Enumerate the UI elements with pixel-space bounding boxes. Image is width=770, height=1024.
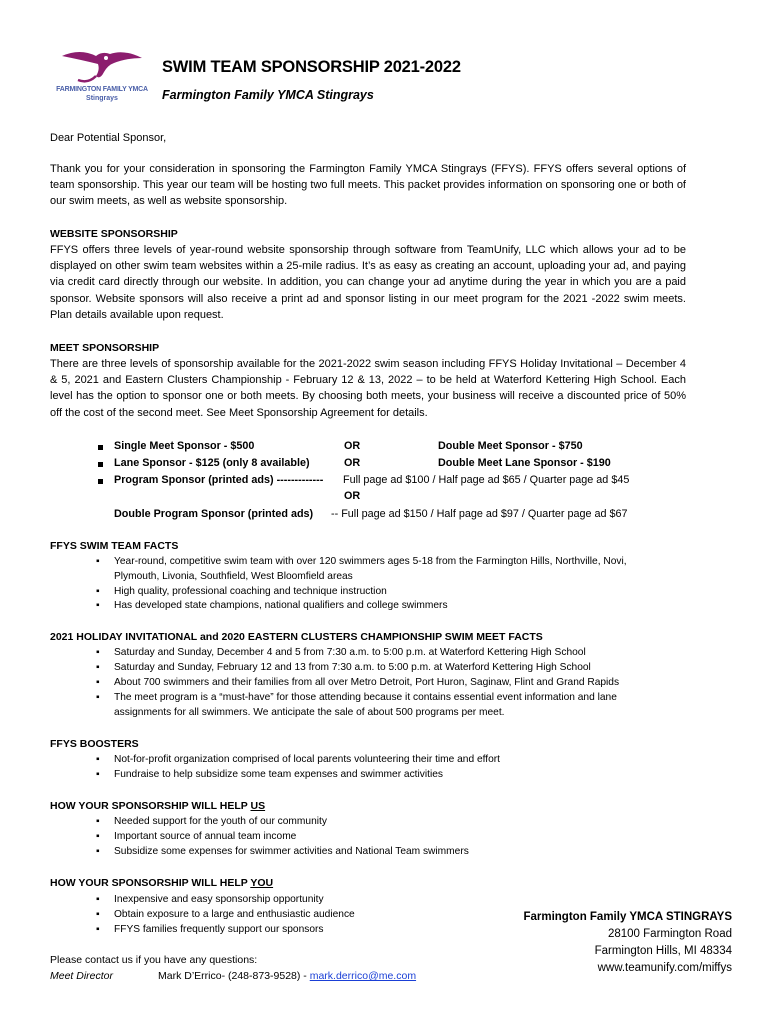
- contact-street: 28100 Farmington Road: [607, 928, 732, 940]
- page-title: SWIM TEAM SPONSORSHIP 2021-2022: [162, 58, 461, 76]
- bullet-square: [98, 462, 103, 467]
- holiday-heading: 2021 HOLIDAY INVITATIONAL and 2020 EASTERN CLUSTERS CHAMPIONSHIP SWIM MEET FACTS: [50, 631, 543, 643]
- or-label: OR: [344, 490, 361, 502]
- meet-heading: MEET SPONSORSHIP: [50, 342, 160, 354]
- double-program-option: Double Program Sponsor (printed ads): [114, 508, 314, 520]
- website-heading: WEBSITE SPONSORSHIP: [50, 228, 178, 240]
- program-prices: Full page ad $100 / Half page ad $65 / Quarter page ad $45: [343, 474, 630, 486]
- director-email-link[interactable]: mark.derrico@me.com: [309, 970, 417, 982]
- meet-director-label: Meet Director: [50, 970, 114, 982]
- help-us-heading: HOW YOUR SPONSORSHIP WILL HELP US: [50, 800, 266, 812]
- contact-block: [523, 909, 732, 977]
- help-you-heading: HOW YOUR SPONSORSHIP WILL HELP YOU: [50, 877, 274, 889]
- logo-text-line2: Stingrays: [86, 95, 118, 102]
- meet-paragraph: There are three levels of sponsorship available for the 2021-2022 swim season including FFYS Holiday Invitational – December 4 & 5, 2021 and Eastern Clusters Championship - February 12 & 13, 2022 – to be held at Waterford Kettering High School. Each level has the option to sponsor one or both meets. By choosing both meets, your business will receive a discounted price of 50% off the cost of the second meet. See Meet Sponsorship Agreement for details.: [50, 358, 686, 419]
- contact-question: Please contact us if you have any questions:: [50, 954, 258, 966]
- contact-org: Farmington Family YMCA STINGRAYS: [523, 911, 732, 923]
- boosters-heading: FFYS BOOSTERS: [50, 738, 139, 750]
- intro-paragraph: Thank you for your consideration in sponsoring the Farmington Family YMCA Stingrays (FFYS). FFYS offers several options of team sponsorship. This year our team will be hosting two full meets. This packet provides information on sponsoring one or both of our swim meets, as well as website sponsorship.: [50, 163, 686, 208]
- contact-city: Farmington Hills, MI 48334: [594, 945, 732, 957]
- greeting: Dear Potential Sponsor,: [50, 132, 167, 144]
- stingray-icon: [60, 46, 144, 86]
- page-subtitle: Farmington Family YMCA Stingrays: [162, 88, 374, 102]
- bullet-square: [98, 445, 103, 450]
- lane-option: Lane Sponsor - $125 (only 8 available): [114, 457, 310, 469]
- facts-heading: FFYS SWIM TEAM FACTS: [50, 540, 179, 552]
- or-label: OR: [344, 457, 361, 469]
- program-option: Program Sponsor (printed ads) -------------: [114, 474, 324, 486]
- double-program-prices: -- Full page ad $150 / Half page ad $97 / Quarter page ad $67: [331, 508, 628, 520]
- contact-website[interactable]: www.teamunify.com/miffys: [597, 962, 732, 974]
- website-paragraph: FFYS offers three levels of year-round website sponsorship through software from TeamUnify, LLC which allows your ad to be displayed on other swim team websites within a 25-mile radius. It’s as easy as creating an account, uploading your ad, and paying via credit card directly through our website. In addition, you can change your ad anytime during the year in which you are a paid sponsor. Website sponsors will also receive a print ad and sponsor listing in our meet program for the 2021 -2022 swim meets. Plan details available upon request.: [50, 244, 686, 321]
- director-contact: Mark D’Errico- (248-873-9528) - mark.derrico@me.com: [158, 970, 417, 982]
- double-meet-option: Double Meet Sponsor - $750: [438, 440, 583, 452]
- stingrays-logo: [52, 46, 152, 108]
- double-lane-option: Double Meet Lane Sponsor - $190: [438, 457, 611, 469]
- or-label: OR: [344, 440, 361, 452]
- document-page: FARMINGTON FAMILY YMCA Stingrays SWIM TEAM SPONSORSHIP 2021-2022 Farmington Family YMCA Stingrays Dear Potential Sponsor, Thank you for your consideration in sponsoring the Farmington Family YMCA Stingrays (FFYS). FFYS offers several options of team sponsorship. This year our team will be hosting two full meets. This packet provides information on sponsoring one or both of our swim meets, as well as website sponsorship. WEBSITE SPONSORSHIP FFYS offers three levels of year-round website sponsorship through software from TeamUnify, LLC which allows your ad to be displayed on other swim team websites within a 25-mile radius. It’s as easy as creating an account, uploading your ad, and paying via credit card directly through our website. In addition, you can change your ad anytime during the year in which you are a paid sponsor. Website sponsors will also receive a print ad and sponsor listing in our meet program for the 2021 -2022 swim meets. Plan details available upon request. MEET SPONSORSHIP There are three levels of sponsorship available for the 2021-2022 swim season including FFYS Holiday Invitational – December 4 & 5, 2021 and Eastern Clusters Championship - February 12 & 13, 2022 – to be held at Waterford Kettering High School. Each level has the option to sponsor one or both meets. By choosing both meets, your business will receive a discounted price of 50% off the cost of the second meet. See Meet Sponsorship Agreement for details. Single Meet Sponsor - $500 OR Double Meet Sponsor - $750 Lane Sponsor - $125 (only 8 available) OR Double Meet Lane Sponsor - $190 Program Sponsor (printed ads) ------------- Full page ad $100 / Half page ad $65 / Quarter page ad $45 OR Double Program Sponsor (printed ads) -- Full page ad $150 / Half page ad $97 / Quarter page ad $67 FFYS SWIM TEAM FACTS ▪ Year-round, competitive swim team with over 120 swimmers ages 5-18 from the Farmington Hills, Northville, Novi, Plymouth, Livonia, Southfield, West Bloomfield areas ▪ High quality, professional coaching and technique instruction ▪ Has developed state champions, national qualifiers and college swimmers 2021 HOLIDAY INVITATIONAL and 2020 EASTERN CLUSTERS CHAMPIONSHIP SWIM MEET FACTS ▪ Saturday and Sunday, December 4 and 5 from 7:30 a.m. to 5:00 p.m. at Waterford Kettering High School ▪ Saturday and Sunday, February 12 and 13 from 7:30 a.m. to 5:00 p.m. at Waterford Kettering High School ▪ About 700 swimmers and their families from all over Metro Detroit, Port Huron, Saginaw, Flint and Grand Rapids ▪ The meet program is a “must-have” for those attending because it contains essential event information and lane assignments for all swimmers. We anticipate the sale of about 500 programs per meet. FFYS BOOSTERS ▪ Not-for-profit organization comprised of local parents volunteering their time and effort ▪ Fundraise to help subsidize some team expenses and swimmer activities HOW YOUR SPONSORSHIP WILL HELP US ▪ Needed support for the youth of our community ▪ Important source of annual team income ▪ Subsidize some expenses for swimmer activities and National Team swimmers HOW YOUR SPONSORSHIP WILL HELP YOU ▪ Inexpensive and easy sponsorship opportunity ▪ Obtain exposure to a large and enthusiastic audience ▪ FFYS families frequently support our sponsors Farmington Family YMCA STINGRAYS 28100 Farmington Road Farmington Hills, MI 48334 www.teamunify.com/miffys Please contact us if you have any questions: Meet Director Mark D’Errico- (248-873-9528) - mark.derrico@me.com: [0, 0, 770, 1024]
- bullet-square: [98, 479, 103, 484]
- single-meet-option: Single Meet Sponsor - $500: [114, 440, 255, 452]
- logo-text-line1: FARMINGTON FAMILY YMCA: [56, 86, 148, 93]
